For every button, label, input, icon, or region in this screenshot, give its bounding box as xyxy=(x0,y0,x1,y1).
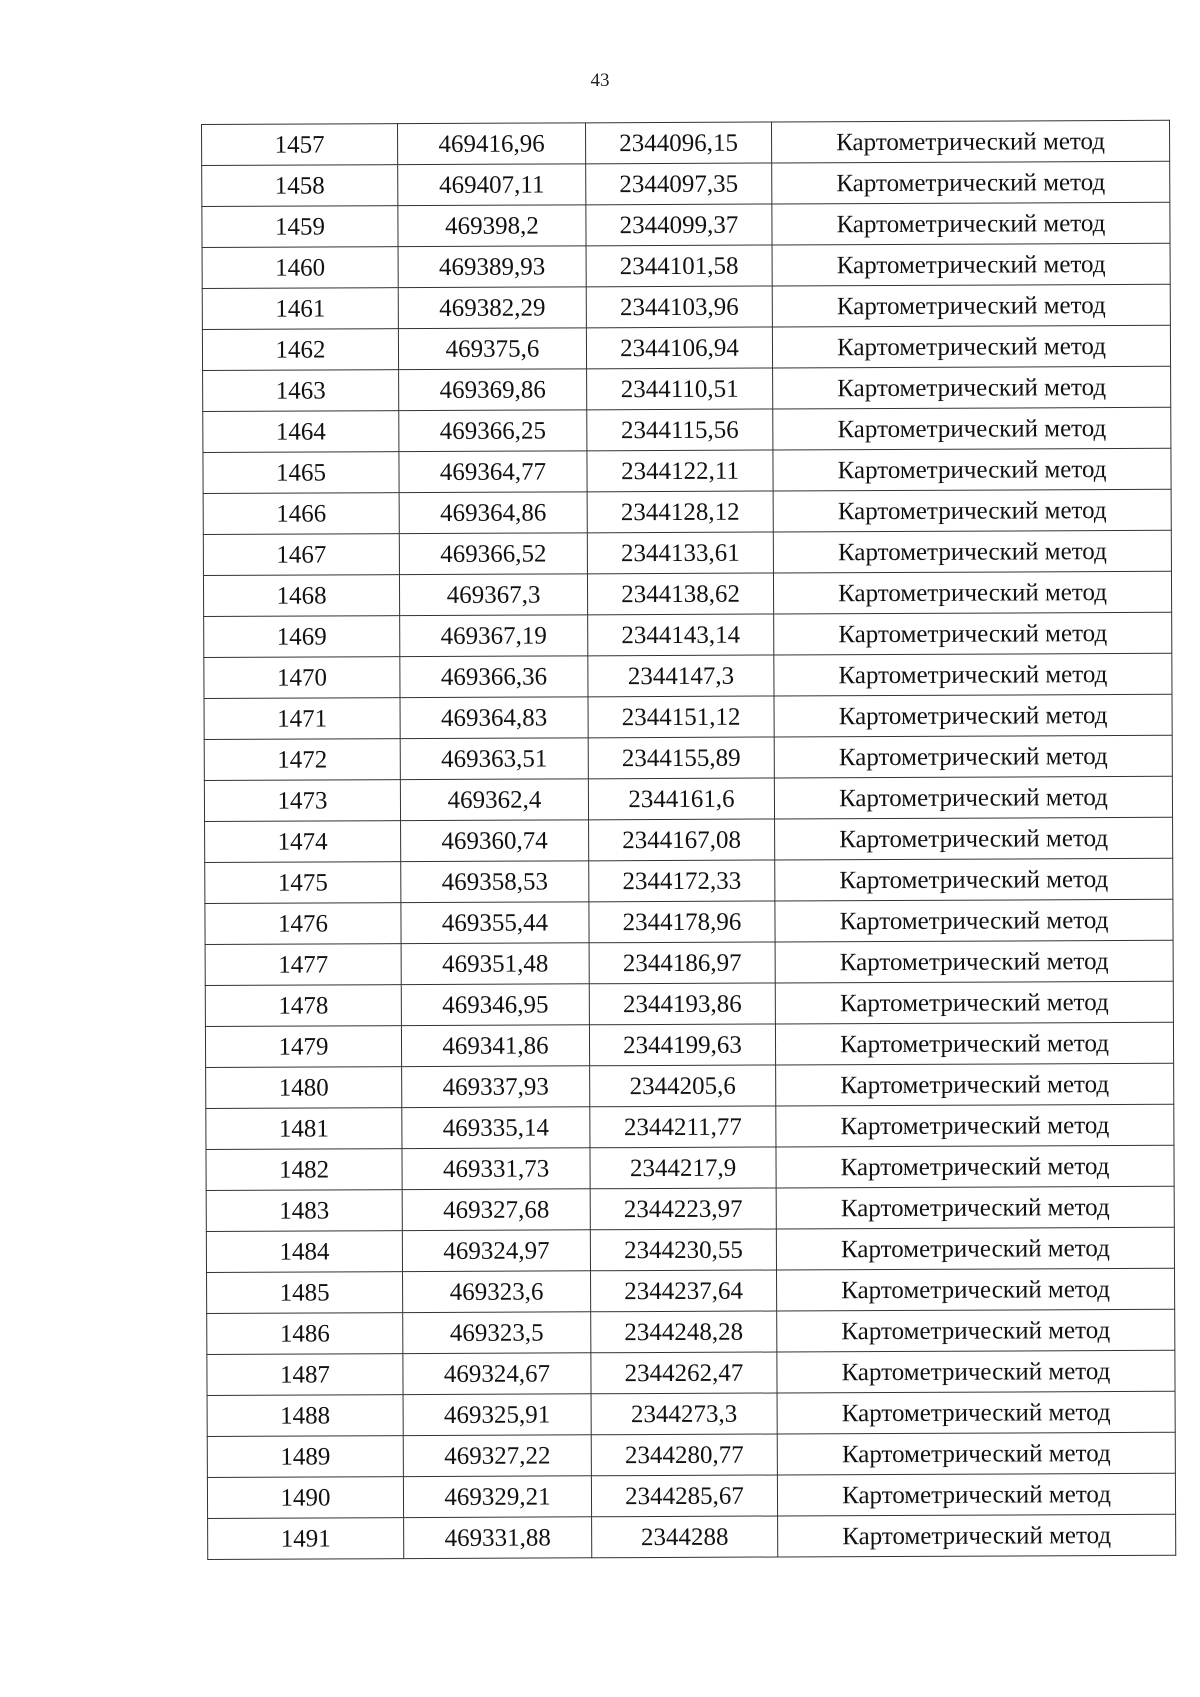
point-number-cell: 1490 xyxy=(207,1477,403,1519)
method-cell: Картометрический метод xyxy=(774,612,1172,655)
y-coordinate-cell: 2344178,96 xyxy=(589,901,775,943)
x-coordinate-cell: 469360,74 xyxy=(401,820,589,862)
x-coordinate-cell: 469341,86 xyxy=(401,1025,589,1067)
point-number-cell: 1482 xyxy=(206,1149,402,1191)
table-row xyxy=(204,653,1172,698)
y-coordinate-cell: 2344230,55 xyxy=(590,1229,776,1271)
y-coordinate-cell: 2344262,47 xyxy=(591,1352,777,1394)
table-row xyxy=(207,1309,1175,1354)
table-row xyxy=(203,530,1171,575)
point-number-cell: 1465 xyxy=(203,452,399,494)
y-coordinate-cell: 2344199,63 xyxy=(589,1024,775,1066)
table-row xyxy=(206,1063,1174,1108)
point-number-cell: 1476 xyxy=(205,903,401,945)
point-number-cell: 1472 xyxy=(204,739,400,781)
y-coordinate-cell: 2344097,35 xyxy=(586,163,772,205)
point-number-cell: 1477 xyxy=(205,944,401,986)
method-cell: Картометрический метод xyxy=(778,1514,1176,1557)
table-row xyxy=(203,407,1171,452)
y-coordinate-cell: 2344280,77 xyxy=(591,1434,777,1476)
method-cell: Картометрический метод xyxy=(772,325,1170,368)
table-row xyxy=(203,489,1171,534)
x-coordinate-cell: 469375,6 xyxy=(398,328,586,370)
point-number-cell: 1474 xyxy=(205,821,401,863)
method-cell: Картометрический метод xyxy=(776,1186,1174,1229)
table-row xyxy=(204,776,1172,821)
method-cell: Картометрический метод xyxy=(772,243,1170,286)
method-cell: Картометрический метод xyxy=(772,284,1170,327)
table-row xyxy=(206,1186,1174,1231)
table-row xyxy=(202,284,1170,329)
y-coordinate-cell: 2344147,3 xyxy=(588,655,774,697)
x-coordinate-cell: 469369,86 xyxy=(399,369,587,411)
y-coordinate-cell: 2344167,08 xyxy=(589,819,775,861)
y-coordinate-cell: 2344099,37 xyxy=(586,204,772,246)
point-number-cell: 1475 xyxy=(205,862,401,904)
y-coordinate-cell: 2344115,56 xyxy=(587,409,773,451)
y-coordinate-cell: 2344186,97 xyxy=(589,942,775,984)
x-coordinate-cell: 469367,19 xyxy=(400,615,588,657)
x-coordinate-cell: 469366,52 xyxy=(399,533,587,575)
y-coordinate-cell: 2344205,6 xyxy=(590,1065,776,1107)
x-coordinate-cell: 469366,36 xyxy=(400,656,588,698)
method-cell: Картометрический метод xyxy=(775,858,1173,901)
x-coordinate-cell: 469323,5 xyxy=(403,1312,591,1354)
x-coordinate-cell: 469323,6 xyxy=(403,1271,591,1313)
table-row xyxy=(203,448,1171,493)
x-coordinate-cell: 469337,93 xyxy=(402,1066,590,1108)
point-number-cell: 1470 xyxy=(204,657,400,699)
method-cell: Картометрический метод xyxy=(772,161,1170,204)
method-cell: Картометрический метод xyxy=(777,1432,1175,1475)
method-cell: Картометрический метод xyxy=(775,981,1173,1024)
table-row xyxy=(204,735,1172,780)
y-coordinate-cell: 2344217,9 xyxy=(590,1147,776,1189)
table-row xyxy=(202,161,1170,206)
table-row xyxy=(207,1473,1175,1518)
y-coordinate-cell: 2344103,96 xyxy=(586,286,772,328)
point-number-cell: 1481 xyxy=(206,1108,402,1150)
method-cell: Картометрический метод xyxy=(773,489,1171,532)
x-coordinate-cell: 469382,29 xyxy=(398,287,586,329)
method-cell: Картометрический метод xyxy=(776,1145,1174,1188)
x-coordinate-cell: 469366,25 xyxy=(399,410,587,452)
method-cell: Картометрический метод xyxy=(773,407,1171,450)
coordinates-table xyxy=(201,120,1176,1560)
point-number-cell: 1461 xyxy=(202,288,398,330)
table-row xyxy=(206,1227,1174,1272)
point-number-cell: 1480 xyxy=(206,1067,402,1109)
point-number-cell: 1489 xyxy=(207,1436,403,1478)
point-number-cell: 1466 xyxy=(203,493,399,535)
x-coordinate-cell: 469362,4 xyxy=(400,779,588,821)
table-row xyxy=(204,612,1172,657)
point-number-cell: 1467 xyxy=(203,534,399,576)
x-coordinate-cell: 469389,93 xyxy=(398,246,586,288)
x-coordinate-cell: 469325,91 xyxy=(403,1394,591,1436)
table-row xyxy=(202,325,1170,370)
table-row xyxy=(204,694,1172,739)
x-coordinate-cell: 469416,96 xyxy=(398,123,586,165)
y-coordinate-cell: 2344122,11 xyxy=(587,450,773,492)
table-row xyxy=(202,243,1170,288)
x-coordinate-cell: 469364,77 xyxy=(399,451,587,493)
method-cell: Картометрический метод xyxy=(774,776,1172,819)
point-number-cell: 1462 xyxy=(202,329,398,371)
y-coordinate-cell: 2344151,12 xyxy=(588,696,774,738)
method-cell: Картометрический метод xyxy=(773,448,1171,491)
point-number-cell: 1483 xyxy=(206,1190,402,1232)
point-number-cell: 1491 xyxy=(208,1518,404,1560)
point-number-cell: 1468 xyxy=(203,575,399,617)
x-coordinate-cell: 469324,67 xyxy=(403,1353,591,1395)
point-number-cell: 1469 xyxy=(204,616,400,658)
y-coordinate-cell: 2344138,62 xyxy=(587,573,773,615)
method-cell: Картометрический метод xyxy=(775,1022,1173,1065)
method-cell: Картометрический метод xyxy=(774,694,1172,737)
point-number-cell: 1473 xyxy=(204,780,400,822)
table-row xyxy=(205,940,1173,985)
y-coordinate-cell: 2344101,58 xyxy=(586,245,772,287)
y-coordinate-cell: 2344285,67 xyxy=(591,1475,777,1517)
y-coordinate-cell: 2344155,89 xyxy=(588,737,774,779)
y-coordinate-cell: 2344161,6 xyxy=(588,778,774,820)
table-row xyxy=(206,1104,1174,1149)
point-number-cell: 1463 xyxy=(203,370,399,412)
table-row xyxy=(203,366,1171,411)
y-coordinate-cell: 2344128,12 xyxy=(587,491,773,533)
point-number-cell: 1457 xyxy=(202,124,398,166)
x-coordinate-cell: 469364,86 xyxy=(399,492,587,534)
point-number-cell: 1459 xyxy=(202,206,398,248)
method-cell: Картометрический метод xyxy=(776,1227,1174,1270)
method-cell: Картометрический метод xyxy=(773,571,1171,614)
x-coordinate-cell: 469331,73 xyxy=(402,1148,590,1190)
x-coordinate-cell: 469363,51 xyxy=(400,738,588,780)
x-coordinate-cell: 469367,3 xyxy=(399,574,587,616)
x-coordinate-cell: 469335,14 xyxy=(402,1107,590,1149)
y-coordinate-cell: 2344288 xyxy=(592,1516,778,1558)
coordinates-table-body xyxy=(202,120,1176,1559)
point-number-cell: 1478 xyxy=(205,985,401,1027)
table-row xyxy=(205,817,1173,862)
y-coordinate-cell: 2344193,86 xyxy=(589,983,775,1025)
x-coordinate-cell: 469355,44 xyxy=(401,902,589,944)
table-row xyxy=(205,858,1173,903)
point-number-cell: 1464 xyxy=(203,411,399,453)
point-number-cell: 1485 xyxy=(207,1272,403,1314)
y-coordinate-cell: 2344110,51 xyxy=(587,368,773,410)
x-coordinate-cell: 469327,68 xyxy=(402,1189,590,1231)
table-row xyxy=(202,120,1170,165)
method-cell: Картометрический метод xyxy=(777,1309,1175,1352)
point-number-cell: 1458 xyxy=(202,165,398,207)
table-row xyxy=(205,899,1173,944)
table-row xyxy=(207,1432,1175,1477)
x-coordinate-cell: 469364,83 xyxy=(400,697,588,739)
method-cell: Картометрический метод xyxy=(776,1063,1174,1106)
x-coordinate-cell: 469331,88 xyxy=(404,1517,592,1559)
point-number-cell: 1479 xyxy=(205,1026,401,1068)
point-number-cell: 1486 xyxy=(207,1313,403,1355)
method-cell: Картометрический метод xyxy=(777,1473,1175,1516)
table-row xyxy=(207,1391,1175,1436)
point-number-cell: 1471 xyxy=(204,698,400,740)
y-coordinate-cell: 2344172,33 xyxy=(589,860,775,902)
table-row xyxy=(207,1268,1175,1313)
table-row xyxy=(205,1022,1173,1067)
method-cell: Картометрический метод xyxy=(776,1104,1174,1147)
y-coordinate-cell: 2344248,28 xyxy=(591,1311,777,1353)
x-coordinate-cell: 469351,48 xyxy=(401,943,589,985)
y-coordinate-cell: 2344237,64 xyxy=(591,1270,777,1312)
table-row xyxy=(205,981,1173,1026)
x-coordinate-cell: 469398,2 xyxy=(398,205,586,247)
point-number-cell: 1460 xyxy=(202,247,398,289)
table-row xyxy=(207,1350,1175,1395)
y-coordinate-cell: 2344106,94 xyxy=(586,327,772,369)
point-number-cell: 1488 xyxy=(207,1395,403,1437)
y-coordinate-cell: 2344143,14 xyxy=(588,614,774,656)
x-coordinate-cell: 469407,11 xyxy=(398,164,586,206)
method-cell: Картометрический метод xyxy=(772,202,1170,245)
table-row xyxy=(206,1145,1174,1190)
method-cell: Картометрический метод xyxy=(774,735,1172,778)
method-cell: Картометрический метод xyxy=(773,530,1171,573)
method-cell: Картометрический метод xyxy=(777,1391,1175,1434)
method-cell: Картометрический метод xyxy=(775,817,1173,860)
x-coordinate-cell: 469346,95 xyxy=(401,984,589,1026)
method-cell: Картометрический метод xyxy=(777,1350,1175,1393)
table-row xyxy=(202,202,1170,247)
method-cell: Картометрический метод xyxy=(777,1268,1175,1311)
y-coordinate-cell: 2344133,61 xyxy=(587,532,773,574)
point-number-cell: 1484 xyxy=(206,1231,402,1273)
page-number: 43 xyxy=(590,70,610,91)
method-cell: Картометрический метод xyxy=(773,366,1171,409)
method-cell: Картометрический метод xyxy=(771,120,1169,163)
method-cell: Картометрический метод xyxy=(774,653,1172,696)
method-cell: Картометрический метод xyxy=(775,940,1173,983)
method-cell: Картометрический метод xyxy=(775,899,1173,942)
y-coordinate-cell: 2344223,97 xyxy=(590,1188,776,1230)
x-coordinate-cell: 469327,22 xyxy=(403,1435,591,1477)
y-coordinate-cell: 2344096,15 xyxy=(585,122,771,164)
point-number-cell: 1487 xyxy=(207,1354,403,1396)
y-coordinate-cell: 2344273,3 xyxy=(591,1393,777,1435)
x-coordinate-cell: 469329,21 xyxy=(403,1476,591,1518)
y-coordinate-cell: 2344211,77 xyxy=(590,1106,776,1148)
table-row xyxy=(203,571,1171,616)
table-row xyxy=(208,1514,1176,1559)
x-coordinate-cell: 469324,97 xyxy=(402,1230,590,1272)
x-coordinate-cell: 469358,53 xyxy=(401,861,589,903)
